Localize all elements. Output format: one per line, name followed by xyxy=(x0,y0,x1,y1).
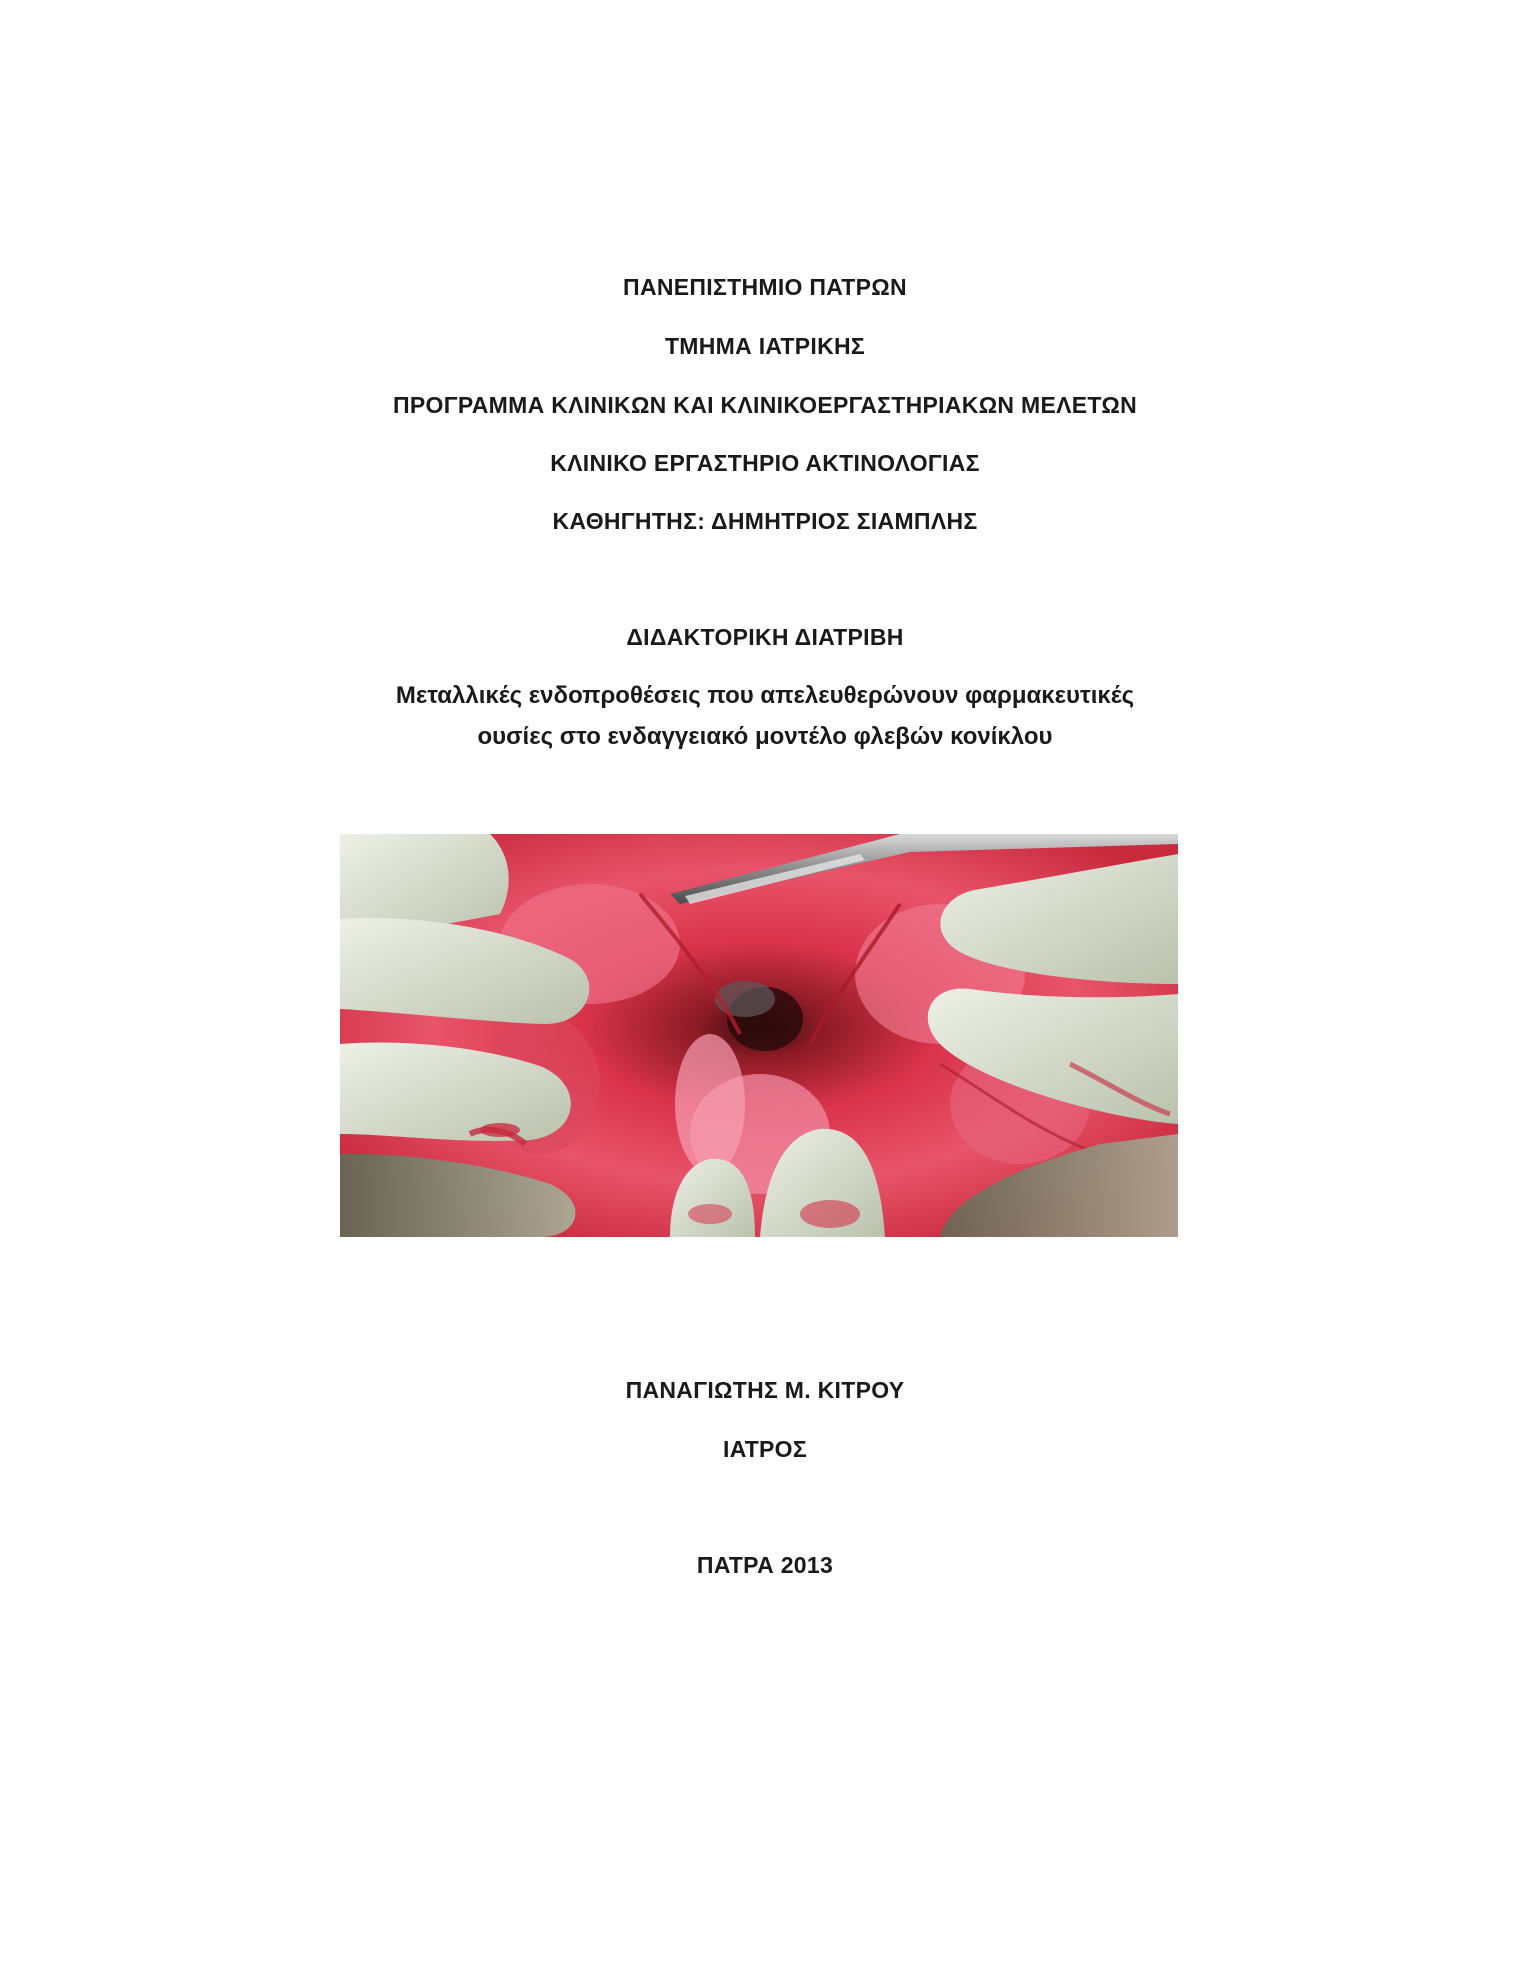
thesis-title-line-1: Μεταλλικές ενδοπροθέσεις που απελευθερώνουν φαρμακευτικές xyxy=(395,682,1135,709)
place-and-year: ΠΑΤΡΑ 2013 xyxy=(696,1552,834,1578)
thesis-type: ΔΙΔΑΚΤΟΡΙΚΗ ΔΙΑΤΡΙΒΗ xyxy=(626,624,904,650)
laboratory-name: ΚΛΙΝΙΚΟ ΕΡΓΑΣΤΗΡΙΟ ΑΚΤΙΝΟΛΟΓΙΑΣ xyxy=(550,450,980,476)
author-title: ΙΑΤΡΟΣ xyxy=(723,1436,807,1462)
author-name: ΠΑΝΑΓΙΩΤΗΣ Μ. ΚΙΤΡΟΥ xyxy=(625,1377,905,1403)
program-name: ΠΡΟΓΡΑΜΜΑ ΚΛΙΝΙΚΩΝ ΚΑΙ ΚΛΙΝΙΚΟΕΡΓΑΣΤΗΡΙΑΚΩΝ ΜΕΛΕΤΩΝ xyxy=(392,392,1138,418)
university-name: ΠΑΝΕΠΙΣΤΗΜΙΟ ΠΑΤΡΩΝ xyxy=(623,274,907,300)
surgical-photo xyxy=(340,834,1178,1237)
thesis-title-line-2: ουσίες στο ενδαγγειακό μοντέλο φλεβών κονίκλου xyxy=(477,723,1053,750)
professor-name: ΚΑΘΗΓΗΤΗΣ: ΔΗΜΗΤΡΙΟΣ ΣΙΑΜΠΛΗΣ xyxy=(552,508,978,534)
department-name: ΤΜΗΜΑ ΙΑΤΡΙΚΗΣ xyxy=(664,333,866,359)
